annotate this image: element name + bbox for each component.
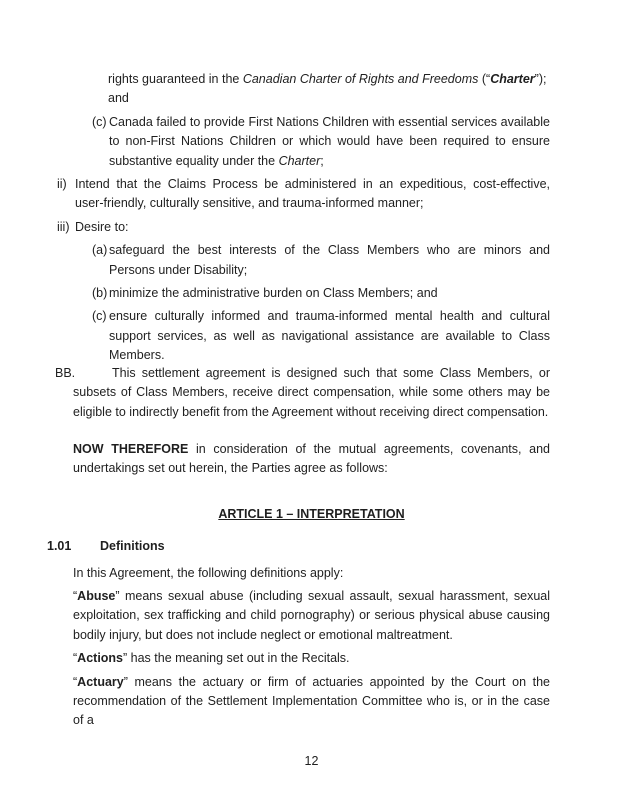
list-item-b [92, 284, 550, 303]
paragraph-definitions-intro: In this Agreement, the following definitions apply: [73, 565, 344, 580]
page-number: 12 [304, 754, 319, 768]
definition-actions: “Actions” has the meaning set out in the Recitals. [73, 651, 350, 666]
list-item-a [92, 241, 550, 280]
paragraph-bb-text: This settlement agreement is designed such that some Class Members, or subsets of Class Members, receive direct compensation, while some others may be eligible to indirectly benefit from the Agreement without receiving direct compensation. [73, 365, 550, 419]
page-content [47, 70, 551, 735]
list-marker: (c) [92, 309, 107, 324]
list-marker: ii) [57, 177, 67, 192]
list-marker: (c) [92, 114, 107, 129]
paragraph-rights-continuation: rights guaranteed in the Canadian Charter of Rights and Freedoms (“Charter”); and [108, 72, 547, 106]
list-item-iii [57, 218, 550, 237]
article-heading: ARTICLE 1 – INTERPRETATION [218, 506, 405, 521]
list-item-text: Canada failed to provide First Nations Children with essential services available to non-First Nations Children or which would have been required to ensure substantive equality under the Charter; [109, 114, 550, 168]
section-title: Definitions [100, 539, 165, 554]
list-item-text: ensure culturally informed and trauma-informed mental health and cultural support services, as well as navigational assistance are available to Class Members. [109, 309, 550, 363]
list-item-c-support [92, 307, 550, 365]
paragraph-bb [55, 364, 550, 422]
list-marker: iii) [57, 219, 70, 234]
list-marker: (b) [92, 286, 108, 301]
list-marker: (a) [92, 243, 108, 258]
list-item-text: Desire to: [75, 219, 129, 234]
list-item-c-charter [92, 113, 550, 171]
list-item-text: safeguard the best interests of the Class Members who are minors and Persons under Disability; [109, 243, 550, 277]
paragraph-bb-label: BB. [55, 365, 76, 380]
list-item-ii [57, 175, 550, 214]
definition-actuary: “Actuary” means the actuary or firm of actuaries appointed by the Court on the recommendation of the Settlement Implementation Committee who is, or in the case of a [73, 674, 550, 728]
section-number: 1.01 [47, 539, 72, 554]
paragraph-now-therefore: NOW THEREFORE in consideration of the mutual agreements, covenants, and undertakings set out herein, the Parties agree as follows: [73, 441, 551, 476]
section-heading [47, 537, 550, 556]
list-item-text: minimize the administrative burden on Class Members; and [109, 286, 438, 301]
definition-abuse: “Abuse” means sexual abuse (including sexual assault, sexual harassment, sexual exploitation, sex trafficking and child pornography) or serious physical abuse causing bodily injury, but does not include neglect or emotional maltreatment. [73, 588, 550, 642]
list-item-text: Intend that the Claims Process be administered in an expeditious, cost-effective, user-friendly, culturally sensitive, and trauma-informed manner; [75, 177, 550, 211]
